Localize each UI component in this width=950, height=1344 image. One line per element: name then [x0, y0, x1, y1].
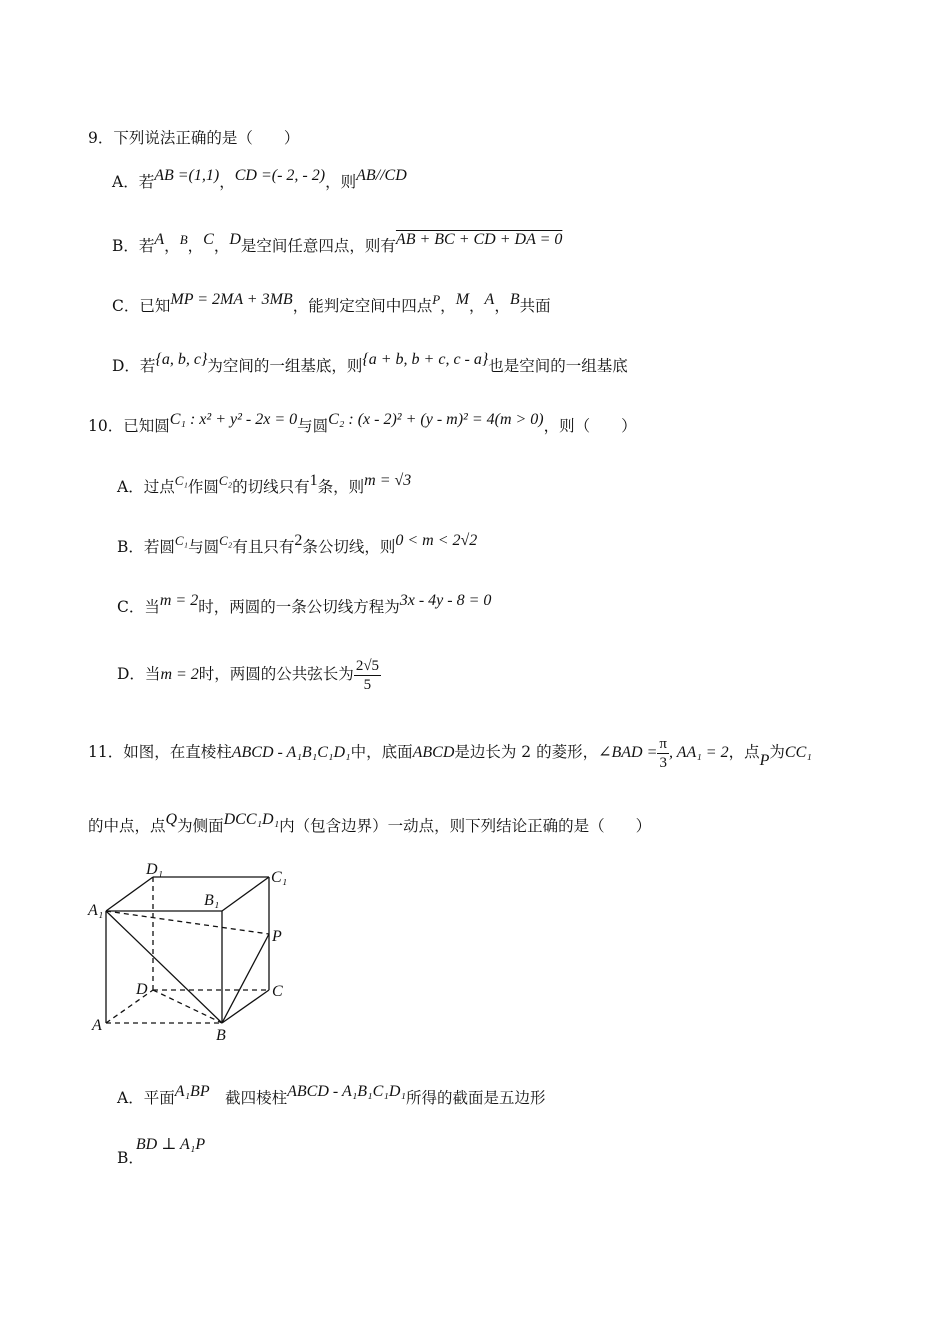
- math-expr: C₂ : (x - 2)² + (y - m)² = 4(m > 0): [328, 411, 544, 428]
- q11-option-a: A．平面A₁BP 截四棱柱ABCD - A₁B₁C₁D₁所得的截面是五边形: [117, 1083, 546, 1107]
- q9-option-a: A．若AB =(1,1)，CD =(- 2, - 2)，则AB//CD: [112, 167, 407, 191]
- math-expr: MP = 2MA + 3MB: [170, 291, 293, 308]
- math-expr: m = 2: [159, 592, 199, 609]
- q9-option-b: B．若A，$^B$，C，D是空间任意四点，则有AB + BC + CD + DA = 0: [112, 231, 563, 255]
- fraction: $\frac{\pi}{3}$: [659, 735, 667, 771]
- prism-figure: [86, 856, 306, 1046]
- math-expr: AB =(1,1): [154, 167, 220, 184]
- vertex-label: A: [92, 1017, 102, 1034]
- q11-stem-line1: 11．如图，在直棱柱ABCD - A₁B₁C₁D₁中，底面ABCD是边长为 2 的菱形，∠BAD = $\frac{\pi}{3}$ , AA₁ = 2，点P为CC₁: [88, 735, 812, 771]
- math-expr: {a, b, c}: [155, 351, 208, 368]
- vertex-label: B₁: [204, 892, 220, 909]
- q9-stem: 9．下列说法正确的是（ ）: [88, 129, 300, 147]
- vertex-label: D₁: [146, 861, 164, 878]
- q11-stem-line2: 的中点，点Q为侧面DCC₁D₁内（包含边界）一动点，则下列结论正确的是（ ）: [88, 811, 652, 835]
- math-expr: C₁ : x² + y² - 2x = 0: [169, 411, 298, 428]
- option-label: B．若圆: [117, 538, 175, 556]
- option-label: D．若: [112, 357, 156, 375]
- vertex-label: D: [136, 981, 148, 998]
- math-expr: A₁BP: [174, 1083, 210, 1100]
- math-expr: m = 2: [160, 666, 199, 683]
- vertex-label: C₁: [271, 869, 288, 886]
- option-label: D．当: [117, 665, 161, 683]
- math-expr: 3x - 4y - 8 = 0: [399, 592, 492, 609]
- math-expr: ABCD - A₁B₁C₁D₁: [231, 744, 351, 761]
- math-expr: m = √3: [364, 472, 412, 489]
- option-label: C．当: [117, 598, 160, 616]
- option-label: A．过点: [117, 478, 175, 496]
- math-expr: DCC₁D₁: [223, 811, 280, 828]
- math-expr: BD ⊥ A₁P: [135, 1136, 206, 1153]
- q11-option-b: [117, 1136, 213, 1169]
- math-expr: 0 < m < 2√2: [395, 532, 478, 549]
- vertex-label: C: [272, 983, 283, 1000]
- fraction: $\frac{2√5}{5}$: [355, 657, 380, 693]
- q9-option-d: D．若{a, b, c}为空间的一组基底，则{a + b, b + c, c - a}也是空间的一组基底: [112, 351, 628, 375]
- option-label: A．若: [112, 173, 155, 191]
- q9-option-c: C．已知MP = 2MA + 3MB，能判定空间中四点$^P$，M，A，B共面: [112, 291, 551, 315]
- option-label: B．若: [112, 237, 155, 255]
- q10-option-a: A．过点$^{C_1}$作圆$^{C_2}$的切线只有1条，则m = √3: [117, 472, 412, 496]
- vertex-label: A₁: [88, 902, 104, 919]
- math-expr: {a + b, b + c, c - a}: [362, 351, 489, 368]
- q10-option-c: C．当m = 2时，两圆的一条公切线方程为3x - 4y - 8 = 0: [117, 592, 492, 616]
- math-expr: CD =(- 2, - 2): [234, 167, 326, 184]
- vector-sum: AB + BC + CD + DA = 0: [395, 231, 563, 248]
- q10-option-b: B．若圆$^{C_1}$与圆$^{C_2}$有且只有2条公切线，则0 < m < 2√2: [117, 532, 478, 556]
- math-expr: AB//CD: [356, 167, 407, 184]
- option-label: B．: [117, 1149, 144, 1167]
- q10-stem: 10．已知圆C₁ : x² + y² - 2x = 0与圆C₂ : (x - 2)² + (y - m)² = 4(m > 0)，则（ ）: [88, 411, 637, 435]
- vertex-label: P: [272, 928, 282, 945]
- vertex-label: B: [216, 1027, 226, 1044]
- option-label: A．平面: [117, 1089, 175, 1107]
- q10-option-d: D．当m = 2时，两圆的公共弦长为 $\frac{2√5}{5}$: [117, 657, 380, 693]
- option-label: C．已知: [112, 297, 171, 315]
- math-expr: ABCD - A₁B₁C₁D₁: [287, 1083, 406, 1100]
